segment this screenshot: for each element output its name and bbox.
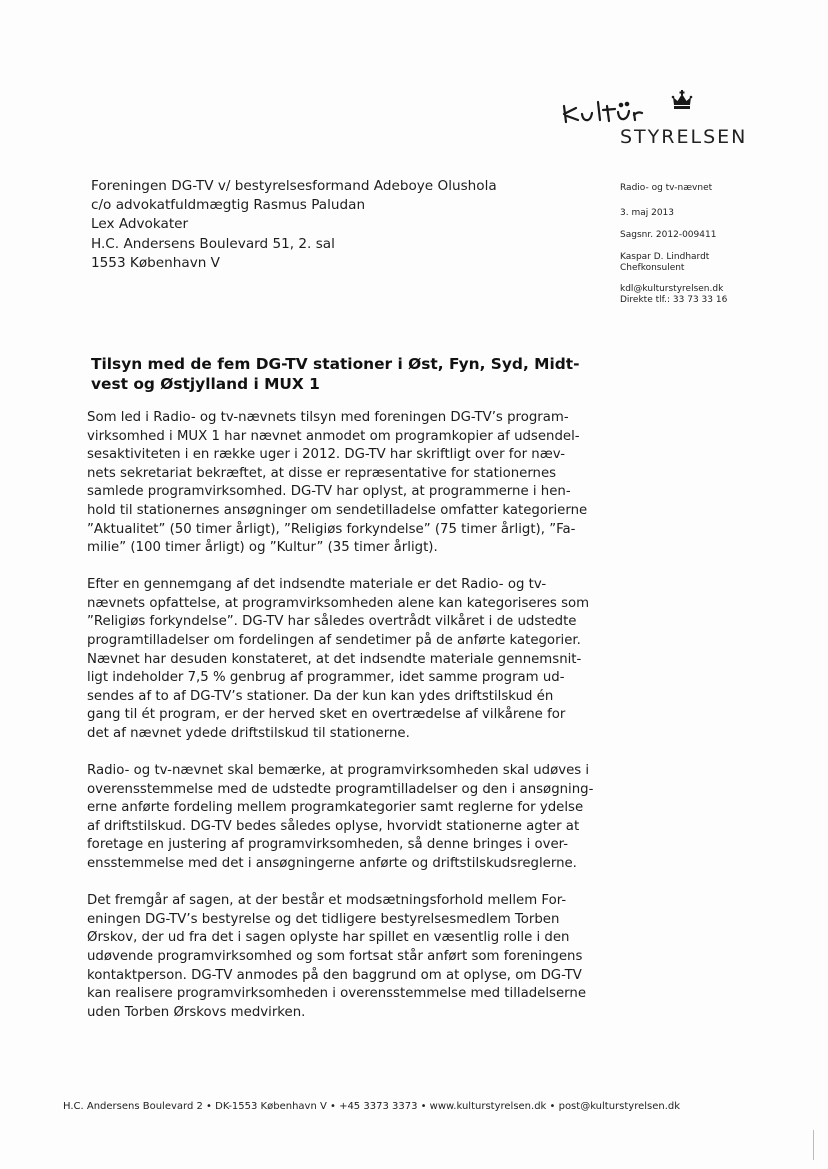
department-name: Radio- og tv-nævnet [620,183,713,193]
contact-name: Kaspar D. Lindhardt [620,252,710,262]
paragraph-line: Efter en gennemgang af det indsendte materiale er det Radio- og tv- [87,577,547,593]
paragraph-line: ”Aktualitet” (50 timer årligt), ”Religiøs forkyndelse” (75 timer årligt), ”Fa- [87,521,576,537]
recipient-address [91,177,497,273]
recipient-line: H.C. Andersens Boulevard 51, 2. sal [91,235,335,252]
paragraph-line: ensstemmelse med det i ansøgningerne anførte og driftstilskudsreglerne. [87,856,577,872]
crown-icon [672,90,693,109]
paragraph-line: hold til stationernes ansøgninger om sendetilladelse omfatter kategorierne [87,502,588,518]
recipient-line: 1553 København V [91,254,220,271]
paragraph-line: Nævnet har desuden konstateret, at det indsendte materiale gennemsnit- [87,651,582,667]
paragraph-line: ligt indeholder 7,5 % genbrug af programmer, idet samme program ud- [87,670,565,686]
paragraph-line: kan realisere programvirksomheden i overensstemmelse med tilladelserne [87,986,587,1002]
paragraph-line: overensstemmelse med de udstedte programtilladelser og den i ansøgning- [87,781,594,797]
paragraph-line: sendes af to af DG-TV’s stationer. Da der kun kan ydes driftstilskud én [87,688,554,704]
paragraph-line: det af nævnet ydede driftstilskud til stationerne. [87,726,410,741]
body-paragraph [87,892,607,1022]
body-paragraph [87,762,607,874]
paragraph-line: uden Torben Ørskovs medvirken. [87,1004,306,1020]
letter-heading [91,355,611,394]
contact-title: Chefkonsulent [620,263,685,273]
paragraph-line: Det fremgår af sagen, at der består et modsætningsforhold mellem For- [87,893,567,909]
paragraph-line: eningen DG-TV’s bestyrelse og det tidligere bestyrelsesmedlem Torben [87,911,560,927]
recipient-line: Foreningen DG-TV v/ bestyrelsesformand Adeboye Olushola [91,178,497,194]
letter-footer: H.C. Andersens Boulevard 2 • DK-1553 København V • +45 3373 3373 • www.kulturstyrelsen.dk • post@kulturstyrelsen.dk [63,1101,681,1112]
paragraph-line: gang til ét program, er der herved sket en overtrædelse af vilkårene for [87,707,566,723]
logo-wordmark: STYRELSEN [620,126,748,148]
paragraph-line: programtilladelser om fordelingen af sendetimer på de anførte kategorier. [87,633,581,649]
paragraph-line: Ørskov, der ud fra det i sagen oplyste har spillet en væsentlig rolle i den [87,930,570,946]
paragraph-line: kontaktperson. DG-TV anmodes på den baggrund om at oplyse, om DG-TV [87,967,582,983]
recipient-line: Lex Advokater [91,216,189,233]
paragraph-line: af driftstilskud. DG-TV bedes således oplyse, hvorvidt stationerne agter at [87,818,580,834]
contact-email: kdl@kulturstyrelsen.dk [620,284,724,294]
paragraph-line: sesaktiviteten i en række uger i 2012. DG-TV har skriftligt over for næv- [87,447,566,463]
scan-edge-mark [813,1130,814,1160]
letter-date: 3. maj 2013 [620,208,674,218]
paragraph-line: nævnets opfattelse, at programvirksomheden alene kan kategoriseres som [87,595,590,611]
paragraph-line: nets sekretariat bekræftet, at disse er repræsentative for stationernes [87,465,557,481]
paragraph-line: udøvende programvirksomhed og som fortsat står anført som foreningens [87,948,583,964]
kulturstyrelsen-logo [560,86,760,150]
body-paragraph [87,409,607,558]
paragraph-line: virksomhed i MUX 1 har nævnet anmodet om programkopier af udsendel- [87,428,580,444]
letter-body [87,409,607,1041]
paragraph-line: samlede programvirksomhed. DG-TV har oplyst, at programmerne i hen- [87,484,571,500]
paragraph-line: milie” (100 timer årligt) og ”Kultur” (35 timer årligt). [87,540,438,556]
letter-metadata [620,183,727,306]
paragraph-line: Som led i Radio- og tv-nævnets tilsyn med foreningen DG-TV’s program- [87,410,569,425]
contact-phone: Direkte tlf.: 33 73 33 16 [620,295,728,305]
paragraph-line: ”Religiøs forkyndelse”. DG-TV har således overtrådt vilkåret i de udstedte [87,614,577,630]
recipient-line: c/o advokatfuldmægtig Rasmus Paludan [91,197,366,214]
paragraph-line: foretage en justering af programvirksomheden, så denne bringes i over- [87,837,569,853]
body-paragraph [87,576,607,743]
paragraph-line: erne anførte fordeling mellem programkategorier samt reglerne for ydelse [87,800,584,816]
heading-line: Tilsyn med de fem DG-TV stationer i Øst, Fyn, Syd, Midt- [91,355,580,373]
kultur-signature-icon [560,86,760,130]
case-number: Sagsnr. 2012-009411 [620,230,717,240]
paragraph-line: Radio- og tv-nævnet skal bemærke, at programvirksomheden skal udøves i [87,763,590,779]
heading-line: vest og Østjylland i MUX 1 [91,374,320,393]
